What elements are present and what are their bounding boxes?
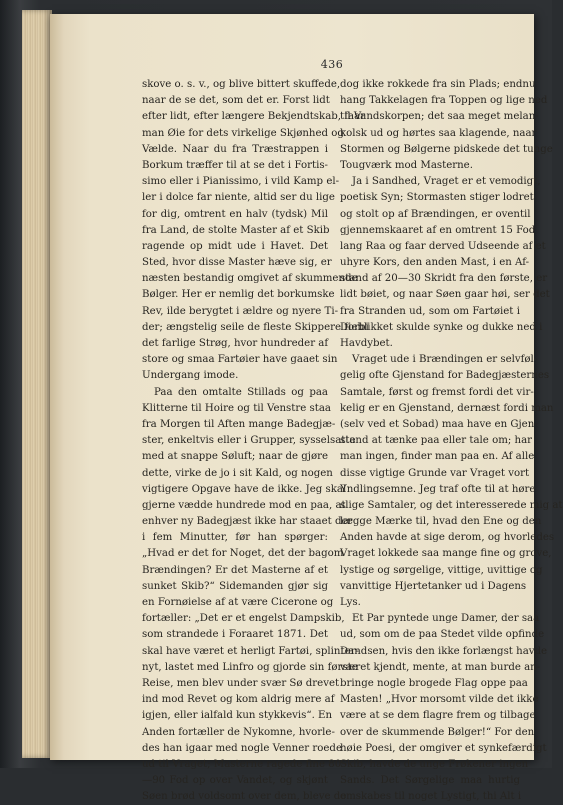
text-line: sunket Skib?“ Sidemanden gjør sig [142,580,328,592]
text-line: kelig er en Gjenstand, dernæst fordi man [340,402,554,414]
text-line: fortæller: „Det er et engelst Dampskib, [142,613,345,625]
text-line: det farlige Strøg, hvor hundreder af [142,338,329,349]
text-line: Sands. Det Sørgelige maa hurtig [340,775,520,787]
text-line: Masten! „Hvor morsomt vilde det ikke [340,694,539,706]
page-number: 436 [320,58,344,71]
text-line: (selv ved et Sobad) maa have en Gjen- [340,418,538,430]
text-line: ster, enkeltvis eller i Grupper, sysselsatte [142,435,356,447]
text-line: disse vigtige Grunde var Vraget vort [340,467,530,479]
text-line: Yndlingsemne. Jeg traf ofte til at høre [340,483,536,495]
text-line: være at se dem flagre frem og tilbage [340,710,536,722]
text-line: „Hvad er det for Noget, det der bagom [142,548,344,560]
text-line: lystige og sørgelige, vittige, uvittige og [340,564,543,576]
text-line: ragende op midt ude i Havet. Det [142,240,328,252]
text-line: lidt bøiet, og naar Søen gaar høi, ser det [340,289,550,301]
text-line: som strandede i Foraaret 1871. Det [142,629,328,641]
text-line: man Øie for dets virkelige Skjønhed og [142,127,344,139]
text-line: poetisk Syn; Stormasten stiger lodret [340,192,534,204]
text-line: Skib, havde de unge Frøkener ingen [340,758,529,770]
text-line: Brændingen? Er det Masterne af et [142,564,328,576]
text-line: over de skummende Bølger!“ For den [340,726,535,738]
text-line: des han igaar med nogle Venner roede [142,742,342,754]
text-line: været kjendt, mente, at man burde an- [340,661,541,673]
text-line: ler i dolce far niente, altid ser du lige [142,192,335,204]
text-line: Stormen og Bølgerne pidskede det tunge [340,143,553,155]
text-line: Samtale, først og fremst fordi det vir- [340,386,534,398]
text-line: lang Raa og faar derved Udseende af et [340,240,546,252]
text-line: efter lidt, efter længere Bekjendtskab, faar [142,111,366,123]
text-line: Havdybet. [340,338,393,349]
text-line: Dandsen, hvis den ikke forlængst havde [340,645,548,657]
text-line: skal have været et herligt Fartøi, splinter- [142,645,359,657]
text-line: slige Samtaler, og det interesserede mig at [340,499,563,511]
text-line: en Fornøielse af at være Cicerone og [142,597,334,608]
text-line: Reise, men blev under svær Sø drevet [142,677,340,689]
right-text-column [340,77,563,805]
text-line: lægge Mærke til, hvad den Ene og den [340,516,542,528]
book-page-edges [22,10,52,758]
text-line: med at snappe Søluft; naar de gjøre [142,451,328,463]
text-line: stand af 20—30 Skridt fra den første, er [340,273,548,285]
text-line: Klitterne til Hoire og til Venstre staa [142,402,331,414]
text-line: Et Par pyntede unge Damer, der saa [352,613,540,625]
text-line: simo eller i Pianissimo, i vild Kamp el- [142,176,340,188]
text-line: Søen brød voldsomt over dem, bleve de [142,791,347,803]
text-line: til Vandskorpen; det saa meget melan- [340,111,539,123]
text-line: gjennemskaaret af en omtrent 15 Fod [340,224,536,236]
text-line: kolsk ud og hørtes saa klagende, naar [340,127,537,139]
text-line: nyt, lastet med Linfro og gjorde sin første [142,661,358,673]
text-line: Vælde. Naar du fra Træstrappen i [142,143,328,155]
text-line: dog ikke rokkede fra sin Plads; endnu [340,79,536,90]
text-line: bringe nogle brogede Flag oppe paa [340,677,528,689]
text-line: vigtigere Opgave have de ikke. Jeg skal [142,483,347,495]
text-line: Tougværk mod Masterne. [340,159,473,171]
text-line: dette, virke de jo i sit Kald, og nogen [142,467,333,479]
text-line: —90 Fod op over Vandet, og skjønt [142,775,328,787]
text-line: naar de se det, som det er. Forst lidt [142,95,330,107]
text-line: Bølger. Her er nemlig det borkumske [142,289,335,301]
text-line: vanvittige Hjertetanker ud i Dagens [340,580,527,592]
text-line: igjen, eller ialfald kun stykkevis“. En [142,710,333,722]
text-line: Vraget ude i Brændingen er selvføl- [352,354,538,366]
text-line: store og smaa Fartøier have gaaet sin [142,354,338,366]
text-line: ind mod Revet og kom aldrig mere af [142,694,335,706]
text-line: Lys. [340,597,361,608]
text-line: Sted, hvor disse Master hæve sig, er [142,257,332,269]
text-line: man ingen, finder man paa en. Af alle [340,451,535,463]
text-line: næsten bestandig omgivet af skummende [142,273,358,285]
text-line: Vraget lokkede saa mange fine og grove, [340,548,552,560]
text-line: omskabes til noget Lystigt, thi Alt i [340,791,522,803]
text-line: stand at tænke paa eller tale om; har [340,435,533,447]
text-line: fra Stranden ud, som om Fartøiet i [340,305,520,317]
text-line: Paa den omtalte Stillads og paa [154,386,328,398]
text-line: der; ængstelig seile de fleste Skippere forbi [142,321,369,333]
text-line: Undergang imode. [142,370,239,382]
text-line: uhyre Kors, den anden Mast, i en Af- [340,257,530,269]
text-line: gjerne vædde hundrede mod en paa, at [142,499,346,511]
text-line: Rev, ilde berygtet i ældre og nyere Ti- [142,305,339,317]
text-line: gelig ofte Gjenstand for Badegjæsternes [340,370,550,382]
text-line: skove o. s. v., og blive bittert skuffede, [142,79,341,90]
text-line: Anden havde at sige derom, og hvorledes [340,532,555,544]
text-line: høie Poesi, der omgiver et synkefærdigt [340,742,547,754]
text-line: for dig, omtrent en halv (tydsk) Mil [142,208,328,220]
text-line: enhver ny Badegjæst ikke har staaet der [142,516,353,528]
text-line: Anden fortæller de Nykomne, hvorle- [142,726,335,738]
text-line: fra Land, de stolte Master af et Skib [142,224,330,236]
text-line: og stolt op af Brændingen, er oventil [340,208,531,220]
text-line: fra Morgen til Aften mange Badegjæ- [142,418,336,430]
text-line: Dieblikket skulde synke og dukke ned i [340,321,543,333]
text-line: ud, som om de paa Stedet vilde opfinde [340,629,545,641]
text-line: ud til Vraget; Masterne ragede fine 80 [142,758,342,770]
text-line: i fem Minutter, før han spørger: [142,532,328,544]
text-line: Borkum træffer til at se det i Fortis- [142,159,328,171]
text-line: hang Takkelagen fra Toppen og lige ned [340,95,548,107]
text-line: Ja i Sandhed, Vraget er et vemodigt, [352,176,541,188]
